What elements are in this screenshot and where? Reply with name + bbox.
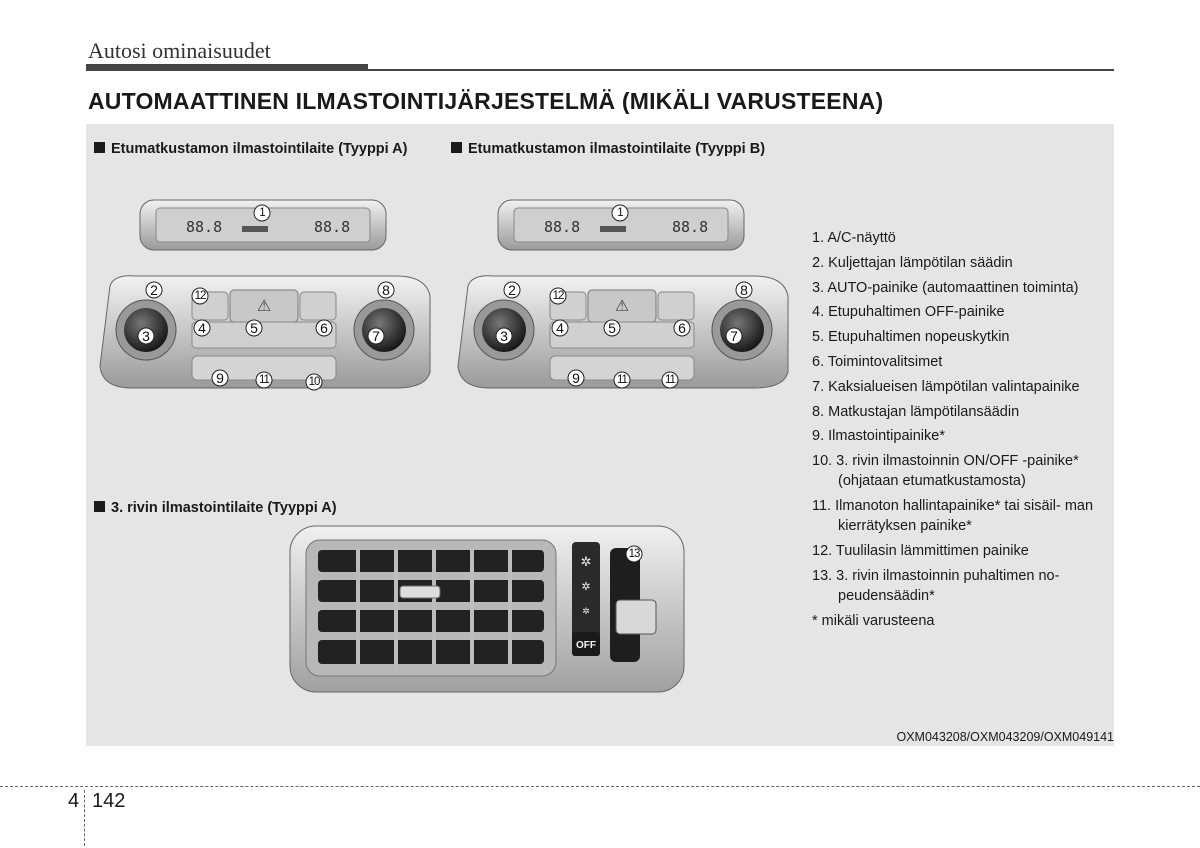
svg-text:6: 6 — [678, 320, 686, 336]
callout-1: 1 — [259, 207, 265, 219]
svg-text:2: 2 — [508, 282, 516, 298]
legend-item: 7. Kaksialueisen lämpötilan valintapainike — [812, 378, 1080, 395]
svg-text:88.8: 88.8 — [544, 218, 581, 236]
square-bullet-icon — [94, 501, 105, 512]
fan-low-icon: ✲ — [582, 606, 590, 616]
caption-rear: 3. rivin ilmastointilaite (Tyyppi A) — [94, 500, 337, 516]
svg-text:4: 4 — [198, 320, 206, 336]
square-bullet-icon — [94, 142, 105, 153]
legend-item: 10. 3. rivin ilmastoinnin ON/OFF -painike* (ohjataan etumatkustamosta) — [812, 453, 1079, 490]
svg-text:7: 7 — [730, 328, 738, 344]
svg-text:5: 5 — [250, 320, 258, 336]
svg-text:88.8: 88.8 — [186, 218, 223, 236]
front-panel-type-a-figure — [96, 196, 432, 392]
legend-item: 13. 3. rivin ilmastoinnin puhaltimen no- peudensäädin* — [812, 567, 1060, 604]
svg-text:7: 7 — [372, 328, 380, 344]
ac-display — [140, 200, 386, 250]
svg-text:10: 10 — [308, 376, 320, 388]
main-heading: AUTOMAATTINEN ILMASTOINTIJÄRJESTELMÄ (MIKÄLI VARUSTEENA) — [88, 88, 884, 114]
legend-item: 6. Toimintovalitsimet — [812, 353, 943, 370]
legend-item: 11. Ilmanoton hallintapainike* tai sisäil- man kierrätyksen painike* — [812, 498, 1094, 535]
off-label: OFF — [576, 640, 596, 651]
svg-text:5: 5 — [608, 320, 616, 336]
svg-text:11: 11 — [259, 374, 269, 386]
caption-type-b: Etumatkustamon ilmastointilaite (Tyyppi B) — [451, 141, 765, 157]
svg-text:3: 3 — [500, 328, 508, 344]
fan-medium-icon: ✲ — [581, 581, 591, 593]
square-bullet-icon — [451, 142, 462, 153]
blower-slider-knob[interactable] — [616, 600, 656, 634]
vent-adjust-tab[interactable] — [400, 586, 440, 598]
callout-1: 1 — [617, 207, 623, 219]
rear-vent-figure — [288, 524, 686, 694]
legend-item: 3. AUTO-painike (automaattinen toiminta) — [812, 279, 1079, 296]
svg-text:⚠: ⚠ — [614, 298, 630, 315]
svg-text:88.8: 88.8 — [672, 218, 709, 236]
svg-text:8: 8 — [740, 282, 748, 298]
svg-text:⚠: ⚠ — [256, 298, 272, 315]
fan-high-icon: ✲ — [580, 554, 592, 569]
svg-text:6: 6 — [320, 320, 328, 336]
svg-text:9: 9 — [216, 370, 224, 386]
svg-text:12: 12 — [194, 290, 206, 302]
section-title: Autosi ominaisuudet — [88, 38, 271, 63]
legend-item: 2. Kuljettajan lämpötilan säädin — [812, 254, 1013, 271]
caption-type-a: Etumatkustamon ilmastointilaite (Tyyppi A) — [94, 141, 407, 157]
legend-item: * mikäli varusteena — [812, 612, 935, 629]
svg-text:88.8: 88.8 — [314, 218, 351, 236]
svg-text:2: 2 — [150, 282, 158, 298]
svg-text:3: 3 — [142, 328, 150, 344]
legend-list — [812, 226, 1112, 634]
chapter-number: 4 — [68, 790, 80, 812]
footer-dashed-divider — [84, 790, 85, 846]
svg-text:11: 11 — [617, 374, 627, 386]
legend-item: 12. Tuulilasin lämmittimen painike — [812, 543, 1029, 560]
image-code: OXM043208/OXM043209/OXM049141 — [896, 730, 1114, 744]
svg-text:4: 4 — [556, 320, 564, 336]
legend-item: 5. Etupuhaltimen nopeuskytkin — [812, 329, 1010, 346]
ac-display — [498, 200, 744, 250]
page-number: 142 — [92, 790, 126, 812]
legend-item: 9. Ilmastointipainike* — [812, 428, 945, 445]
svg-text:11: 11 — [665, 374, 675, 386]
legend-item: 4. Etupuhaltimen OFF-painike — [812, 304, 1005, 321]
legend-item: 8. Matkustajan lämpötilansäädin — [812, 403, 1020, 420]
svg-text:9: 9 — [572, 370, 580, 386]
svg-text:8: 8 — [382, 282, 390, 298]
footer-dashed-rule — [0, 786, 1200, 787]
callout-13: 13 — [628, 548, 640, 560]
header-rule-thin — [86, 69, 1114, 71]
svg-text:12: 12 — [552, 290, 564, 302]
legend-item: 1. A/C-näyttö — [812, 230, 896, 246]
front-panel-type-b-figure — [454, 196, 790, 392]
